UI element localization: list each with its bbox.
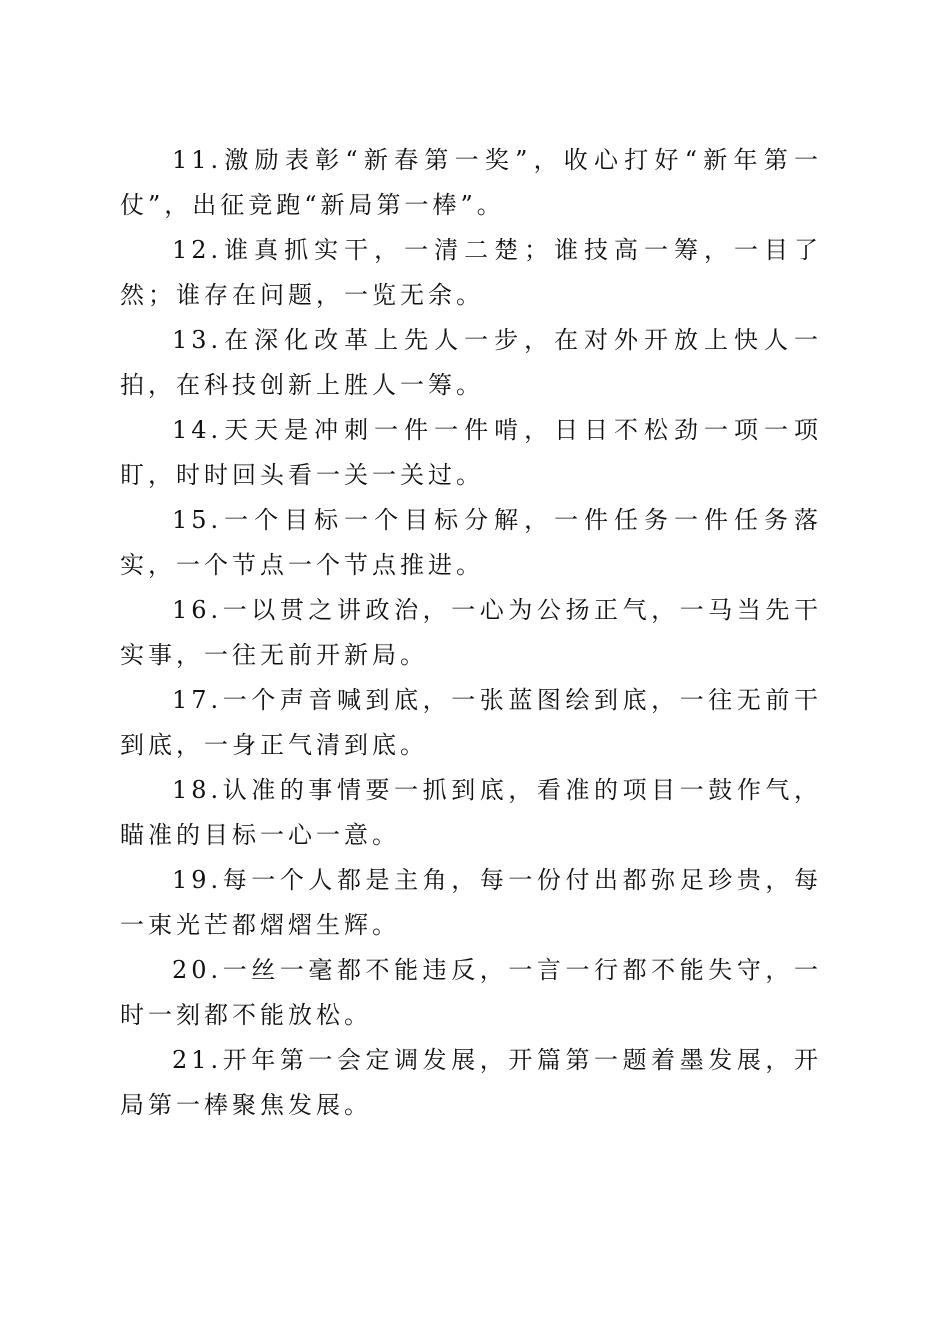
- paragraph-14: 14.天天是冲刺一件一件啃，日日不松劲一项一项盯，时时回头看一关一关过。: [120, 416, 822, 489]
- paragraph-13: 13.在深化改革上先人一步，在对外开放上快人一拍，在科技创新上胜人一筹。: [120, 326, 822, 399]
- paragraph-20: 20.一丝一毫都不能违反，一言一行都不能失守，一时一刻都不能放松。: [120, 956, 822, 1029]
- paragraph-19: 19.每一个人都是主角，每一份付出都弥足珍贵，每一束光芒都熠熠生辉。: [120, 866, 822, 939]
- paragraph-15: 15.一个目标一个目标分解，一件任务一件任务落实，一个节点一个节点推进。: [120, 506, 822, 579]
- document-body: [120, 138, 822, 1128]
- paragraph-12: 12.谁真抓实干，一清二楚；谁技高一筹，一目了然；谁存在问题，一览无余。: [120, 236, 822, 309]
- paragraph-16: 16.一以贯之讲政治，一心为公扬正气，一马当先干实事，一往无前开新局。: [120, 596, 822, 669]
- paragraph-21: 21.开年第一会定调发展，开篇第一题着墨发展，开局第一棒聚焦发展。: [120, 1046, 822, 1119]
- paragraph-18: 18.认准的事情要一抓到底，看准的项目一鼓作气，瞄准的目标一心一意。: [120, 776, 822, 849]
- paragraph-17: 17.一个声音喊到底，一张蓝图绘到底，一往无前干到底，一身正气清到底。: [120, 686, 822, 759]
- paragraph-11: 11.激励表彰“新春第一奖”，收心打好“新年第一仗”，出征竞跑“新局第一棒”。: [120, 146, 822, 219]
